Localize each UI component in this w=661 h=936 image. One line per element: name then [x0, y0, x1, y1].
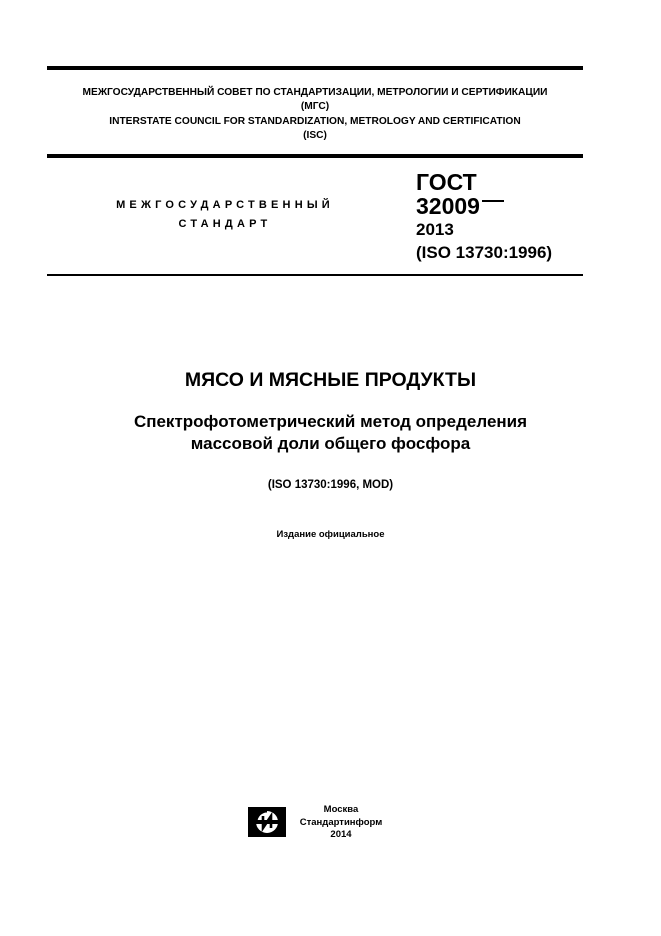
gost-dash: [482, 200, 504, 202]
gost-label: ГОСТ: [416, 169, 477, 195]
gost-iso-reference: (ISO 13730:1996): [416, 243, 553, 262]
top-rule: [47, 66, 583, 70]
council-name-ru: МЕЖГОСУДАРСТВЕННЫЙ СОВЕТ ПО СТАНДАРТИЗАЦИИ, МЕТРОЛОГИИ И СЕРТИФИКАЦИИ: [82, 87, 548, 98]
publisher-year: 2014: [330, 829, 352, 840]
publisher-city: Москва: [323, 804, 359, 815]
council-abbr-ru: (МГС): [300, 101, 330, 113]
standard-type-label: [80, 196, 370, 234]
council-abbr-en: (ISC): [303, 129, 327, 141]
document-title: МЯСО И МЯСНЫЕ ПРОДУКТЫ: [184, 369, 477, 391]
standartinform-logo-icon: [247, 806, 287, 838]
standard-type-line2: СТАНДАРТ: [178, 218, 272, 230]
subtitle-line2: массовой доли общего фосфора: [190, 434, 471, 453]
publisher-block: [291, 804, 391, 842]
publisher-name: Стандартинформ: [299, 816, 383, 828]
gost-number-line: [416, 194, 552, 218]
council-name-en: INTERSTATE COUNCIL FOR STANDARDIZATION, METROLOGY AND CERTIFICATION: [109, 115, 521, 127]
standard-type-line1: МЕЖГОСУДАРСТВЕННЫЙ: [116, 199, 334, 211]
edition-note: Издание официальное: [276, 529, 385, 540]
iso-modification: (ISO 13730:1996, MOD): [267, 479, 394, 491]
bottom-rule: [47, 274, 583, 276]
council-header: [47, 86, 583, 143]
gost-year: 2013: [416, 220, 454, 239]
document-subtitle: [0, 411, 661, 455]
middle-rule: [47, 154, 583, 158]
subtitle-line1: Спектрофотометрический метод определения: [133, 412, 528, 431]
gost-number: 32009: [416, 193, 480, 219]
standard-designation: [416, 170, 552, 264]
